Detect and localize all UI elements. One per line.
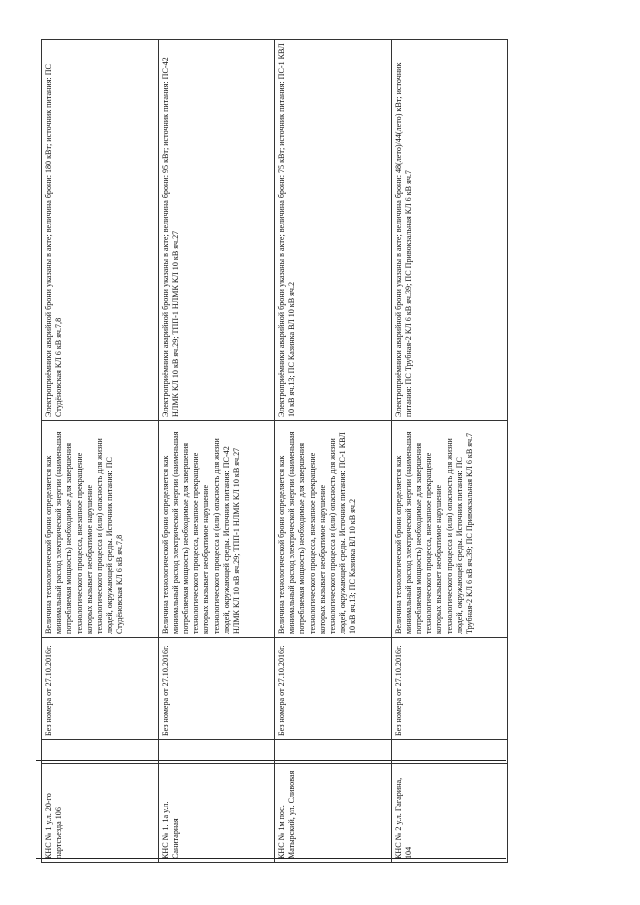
table-row — [42, 40, 159, 863]
technological-reserve-cell: Величина технологической брони определяется как минимальный расход электрической энергии (наименьшая потребляемая мощность) необходимые для завершения технологического процесса, внезапное прекращение которых вызывает необратимое нарушение технологического процесса и (или) опасность для жизни людей, окружающей среды. Источник питания: ПС-42 НЛМК КЛ 10 кВ яч.29; ТПП-1 НЛМК КЛ 10 кВ яч.27 — [158, 421, 275, 638]
emergency-reserve-cell: Электроприёмники аварийной брони указаны в акте; величина брони: 48(лето)/44(лето) кВт; источник питания: ПС Трубная-2 КЛ 6 кВ яч.39; ПС Привокзальная КЛ 6 кВ яч.7 — [391, 40, 508, 421]
document-cell: Без номера от 27.10.2016г. — [391, 638, 508, 740]
technological-reserve-cell: Величина технологической брони определяется как минимальный расход электрической энергии (наименьшая потребляемая мощность) необходимые для завершения технологического процесса, внезапное прекращение которых вызывает необратимое нарушение технологического процесса и (или) опасность для жизни людей, окружающей среды. Источник питания: ПС Трубная-2 КЛ 6 кВ яч.39; ПС Привокзальная КЛ 6 кВ яч.7 — [391, 421, 508, 638]
emergency-reserve-cell: Электроприёмники аварийной брони указаны в акте; величина брони: 75 кВт; источник питания: ПС-1 КВЛ 10 кВ яч.13; ПС Казинка ВЛ 10 кВ яч.2 — [275, 40, 392, 421]
object-name-cell: КНС № 1. 1а у.л. Санитарная — [158, 764, 275, 863]
blank-cell — [275, 740, 392, 764]
object-name-cell: КНС № 1м пос. Матырский, ул. Сливовая — [275, 764, 392, 863]
blank-cell — [158, 740, 275, 764]
technological-reserve-cell: Величина технологической брони определяется как минимальный расход электрической энергии (наименьшая потребляемая мощность) необходимые для завершения технологического процесса, внезапное прекращение которых вызывает необратимое нарушение технологического процесса и (или) опасность для жизни людей, окружающей среды. Источник питания: ПС Студёновская КЛ 6 кВ яч.7,8 — [42, 421, 159, 638]
object-name-cell: КНС № 2 у.л. Гагарина, 104 — [391, 764, 508, 863]
document-cell: Без номера от 27.10.2016г. — [275, 638, 392, 740]
document-cell: Без номера от 27.10.2016г. — [42, 638, 159, 740]
table-row — [275, 40, 392, 863]
technological-reserve-cell: Величина технологической брони определяется как минимальный расход электрической энергии (наименьшая потребляемая мощность) необходимые для завершения технологического процесса, внезапное прекращение которых вызывает необратимое нарушение технологического процесса и (или) опасность для жизни людей, окружающей среды. Источник питания: ПС-1 КВЛ 10 кВ яч.13; ПС Казинка ВЛ 10 кВ яч.2 — [275, 421, 392, 638]
emergency-reserve-cell: Электроприёмники аварийной брони указаны в акте; величина брони: 180 кВт; источник питания: ПС Студёновская КЛ 6 кВ яч.7,8 — [42, 40, 159, 421]
emergency-reserve-cell: Электроприёмники аварийной брони указаны в акте; величина брони: 95 кВт; источник питания: ПС-42 НЛМК КЛ 10 кВ яч.29; ТПП-1 НЛМК КЛ 10 кВ яч.27 — [158, 40, 275, 421]
table-row — [158, 40, 275, 863]
rotated-page — [41, 40, 508, 863]
emergency-reserve-table — [41, 39, 508, 863]
blank-cell — [42, 740, 159, 764]
document-cell: Без номера от 27.10.2016г. — [158, 638, 275, 740]
table-row — [391, 40, 508, 863]
object-name-cell: КНС № 1 у.л. 20-го партсъезда 106 — [42, 764, 159, 863]
blank-cell — [391, 740, 508, 764]
